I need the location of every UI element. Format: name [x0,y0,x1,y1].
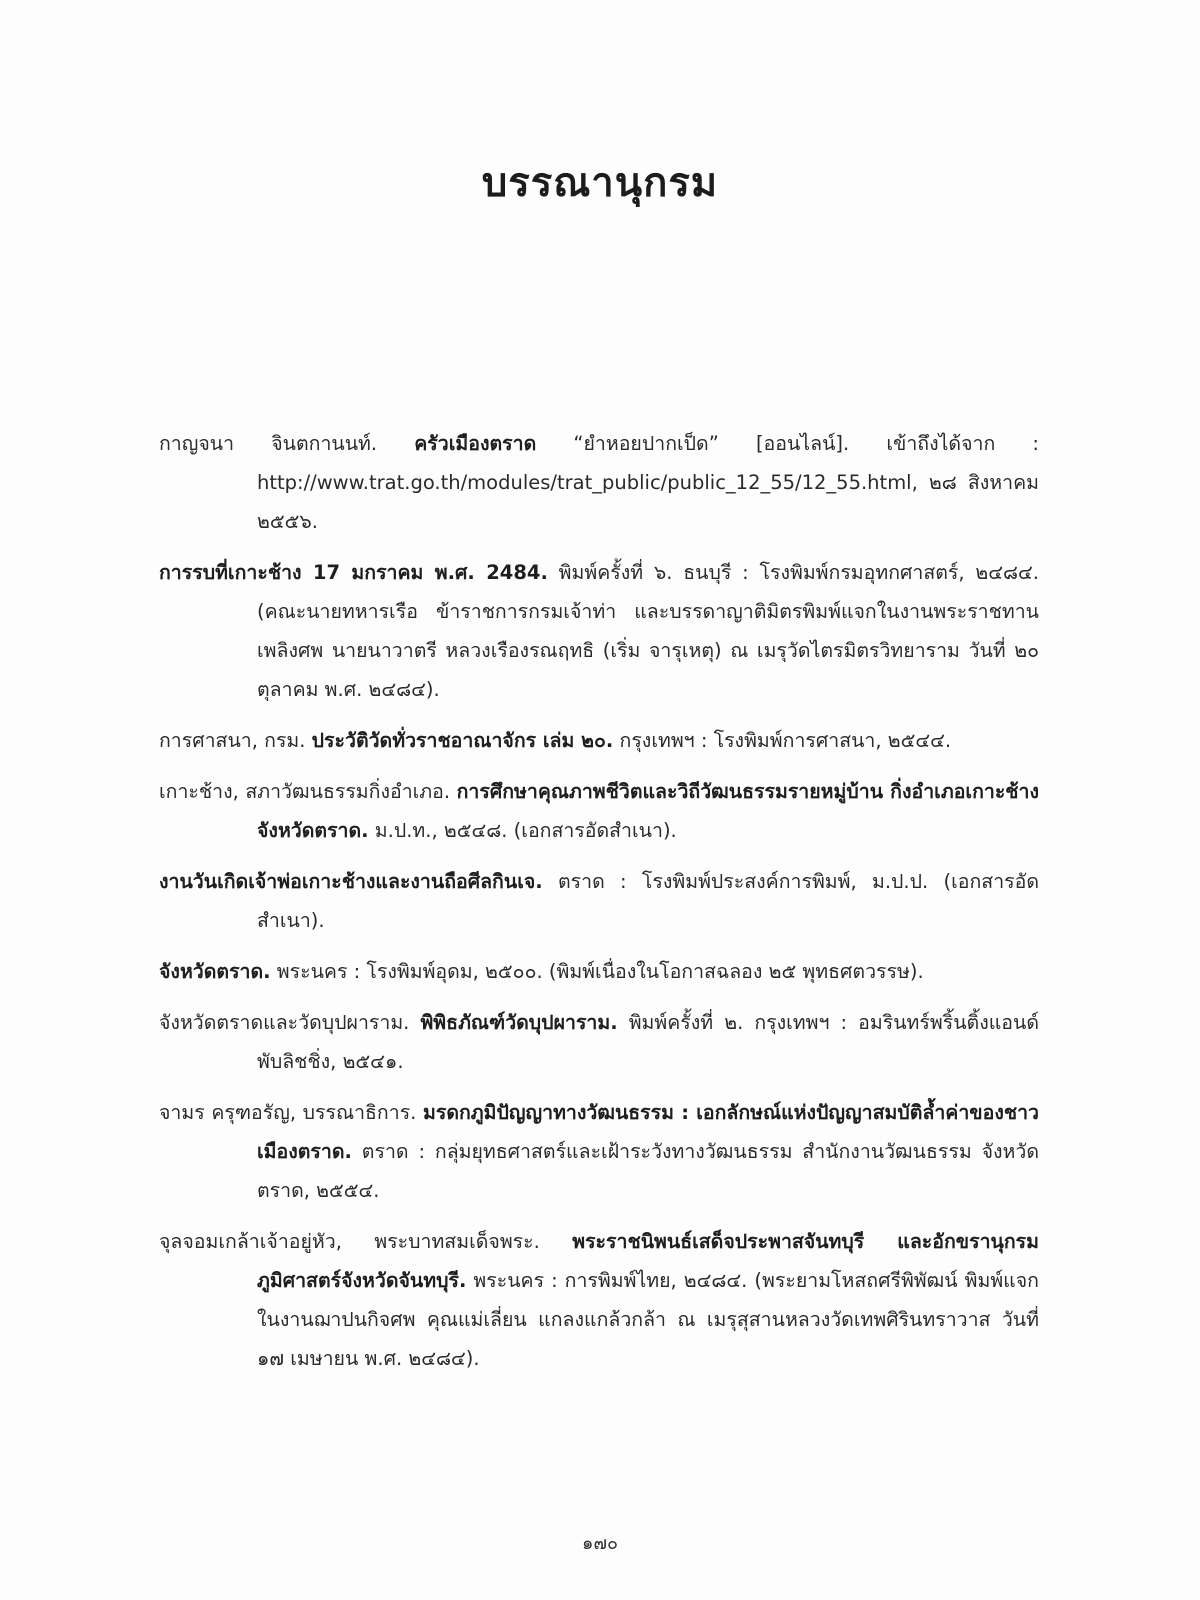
entry-prefix: จังหวัดตราดและวัดบุปผาราม. [159,1011,421,1034]
entry-details: ตราด : กลุ่มยุทธศาสตร์และเฝ้าระวังทางวัฒนธรรม สำนักงานวัฒนธรรม จังหวัดตราด, ๒๕๕๔. [257,1140,1039,1202]
entry-title: ประวัติวัดทั่วราชอาณาจักร เล่ม ๒๐. [311,729,614,752]
entry-details: พิมพ์ครั้งที่ ๖. ธนบุรี : โรงพิมพ์กรมอุทกศาสตร์, ๒๔๘๔. (คณะนายทหารเรือ ข้าราชการกรมเจ้าท่า และบรรดาญาติมิตรพิมพ์แจกในงานพระราชทานเพลิงศพ นายนาวาตรี หลวงเรืองรณฤทธิ (เริ่ม จารุเหตุ) ณ เมรุวัดไตรมิตรวิทยาราม วันที่ ๒๐ ตุลาคม พ.ศ. ๒๔๘๔). [257,561,1039,701]
entry-details: กรุงเทพฯ : โรงพิมพ์การศาสนา, ๒๕๔๔. [613,729,952,752]
entry-title: ครัวเมืองตราด [414,432,537,455]
bibliography-entry [159,1093,1039,1210]
entry-prefix: เกาะช้าง, สภาวัฒนธรรมกิ่งอำเภอ. [159,780,457,803]
bibliography-entry [159,424,1039,541]
entry-details: ม.ป.ท., ๒๕๔๘. (เอกสารอัดสำเนา). [368,819,677,842]
entry-details: พิมพ์ครั้งที่ ๒. กรุงเทพฯ : อมรินทร์พริ้นติ้งแอนด์พับลิชชิ่ง, ๒๕๔๑. [257,1011,1039,1073]
page-title: บรรณานุกรม [481,160,719,206]
bibliography-entry [159,721,1039,760]
entry-details: พระนคร : การพิมพ์ไทย, ๒๔๘๔. (พระยามโหสถศรีพิพัฒน์ พิมพ์แจกในงานฌาปนกิจศพ คุณแม่เลี่ยน แกลงแกล้วกล้า ณ เมรุสุสานหลวงวัดเทพศิรินทราวาส วันที่ ๑๗ เมษายน พ.ศ. ๒๔๘๔). [257,1269,1039,1370]
bibliography-entry [159,952,1039,991]
entry-title: พิพิธภัณฑ์วัดบุปผาราม. [420,1011,618,1034]
entry-prefix: จามร ครุฑอรัญ, บรรณาธิการ. [159,1101,423,1124]
entry-prefix: การศาสนา, กรม. [159,729,312,752]
entry-details: ตราด : โรงพิมพ์ประสงค์การพิมพ์, ม.ป.ป. (เอกสารอัดสำเนา). [257,870,1039,932]
page-number: ๑๗๐ [582,1533,618,1554]
entry-title: มรดกภูมิปัญญาทางวัฒนธรรม : เอกลักษณ์แห่งปัญญาสมบัติล้ำค่าของชาวเมืองตราด. [257,1101,1039,1163]
bibliography-entry [159,862,1039,940]
entry-title: พระราชนิพนธ์เสด็จประพาสจันทบุรี และอักขรานุกรมภูมิศาสตร์จังหวัดจันทบุรี. [257,1230,1039,1292]
entry-title: การศึกษาคุณภาพชีวิตและวิถีวัฒนธรรมรายหมู่บ้าน กิ่งอำเภอเกาะช้าง จังหวัดตราด. [257,780,1040,842]
entry-prefix: จุลจอมเกล้าเจ้าอยู่หัว, พระบาทสมเด็จพระ. [159,1230,573,1253]
bibliography-entry [159,772,1039,850]
entry-details: “ยำหอยปากเป็ด” [ออนไลน์]. เข้าถึงได้จาก : http://www.trat.go.th/modules/trat_public/public_12_55/12_55.html, ๒๘ สิงหาคม ๒๕๕๖. [257,432,1039,533]
entry-title: การรบที่เกาะช้าง 17 มกราคม พ.ศ. 2484. [159,561,548,584]
entry-prefix: กาญจนา จินตกานนท์. [159,432,415,455]
bibliography-list [159,424,1039,1390]
bibliography-entry [159,553,1039,709]
entry-title: จังหวัดตราด. [159,960,271,983]
bibliography-entry [159,1222,1039,1378]
entry-details: พระนคร : โรงพิมพ์อุดม, ๒๕๐๐. (พิมพ์เนื่องในโอกาสฉลอง ๒๕ พุทธศตวรรษ). [270,960,924,983]
entry-title: งานวันเกิดเจ้าพ่อเกาะช้างและงานถือศีลกินเจ. [159,870,543,893]
bibliography-entry [159,1003,1039,1081]
